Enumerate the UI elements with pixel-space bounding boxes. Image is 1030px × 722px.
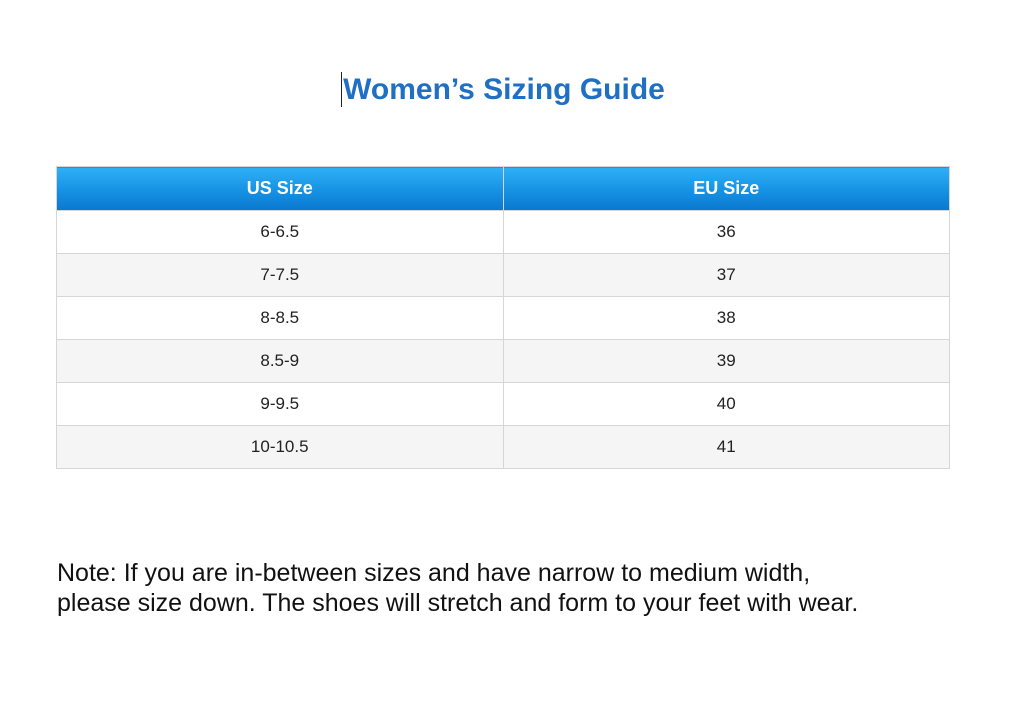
document-title[interactable]: [341, 70, 665, 110]
text-cursor: [341, 72, 342, 107]
table-row: [57, 297, 950, 340]
sizing-note: [57, 558, 997, 618]
title-container: [0, 70, 1006, 110]
table-row: [57, 211, 950, 254]
us-size-cell: 8-8.5: [57, 297, 504, 340]
note-line-1: Note: If you are in-between sizes and have narrow to medium width,: [57, 559, 811, 587]
table-row: [57, 383, 950, 426]
us-size-cell: 7-7.5: [57, 254, 504, 297]
note-line-2: please size down. The shoes will stretch and form to your feet with wear.: [57, 589, 859, 617]
header-us-size: US Size: [57, 167, 504, 211]
eu-size-cell: 40: [503, 383, 950, 426]
us-size-cell: 10-10.5: [57, 426, 504, 469]
eu-size-cell: 37: [503, 254, 950, 297]
us-size-cell: 8.5-9: [57, 340, 504, 383]
table-row: [57, 254, 950, 297]
table-row: [57, 426, 950, 469]
document-title-text: Women’s Sizing Guide: [343, 73, 665, 106]
sizing-table: [56, 166, 950, 469]
header-eu-size: EU Size: [503, 167, 950, 211]
eu-size-cell: 41: [503, 426, 950, 469]
eu-size-cell: 38: [503, 297, 950, 340]
eu-size-cell: 36: [503, 211, 950, 254]
eu-size-cell: 39: [503, 340, 950, 383]
table-header-row: [57, 167, 950, 211]
us-size-cell: 9-9.5: [57, 383, 504, 426]
table-row: [57, 340, 950, 383]
us-size-cell: 6-6.5: [57, 211, 504, 254]
